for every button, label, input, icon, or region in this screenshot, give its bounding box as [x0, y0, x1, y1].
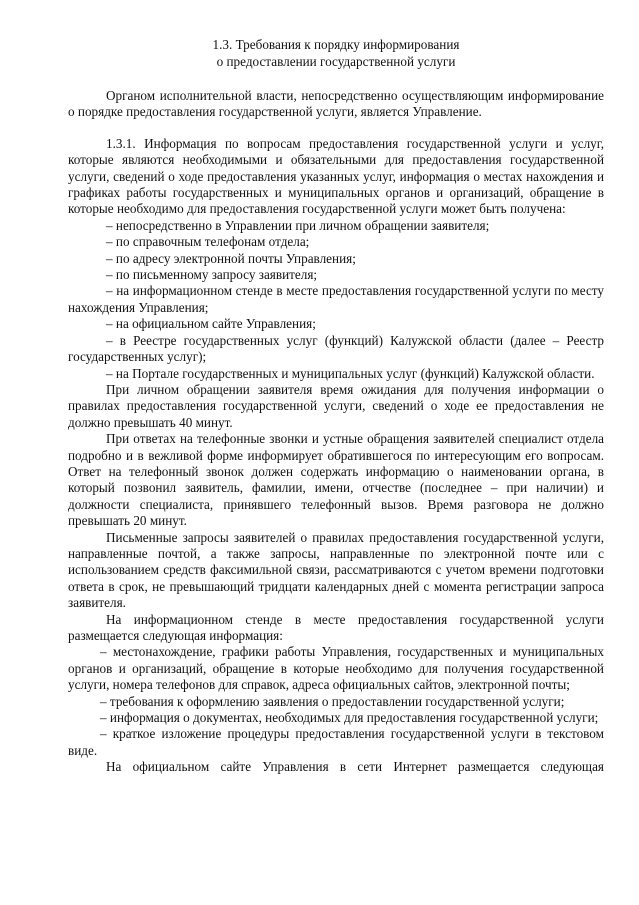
paragraph-personal-visit: При личном обращении заявителя время ожидания для получения информации о правилах предоставления государственной услуги, сведений о ходе ее предоставления не должно превышать 40 минут. — [68, 381, 604, 430]
list-item: – по письменному запросу заявителя; — [106, 267, 318, 283]
list-item: – по справочным телефонам отдела; — [106, 234, 310, 250]
section-heading — [68, 36, 604, 70]
paragraph-phone: При ответах на телефонные звонки и устные обращения заявителей специалист отдела подробно и в вежливой форме информирует обратившегося по интересующим его вопросам. Ответ на телефонный звонок должен содержать информацию о наименовании органа, в который позвонил заявитель, фамилии, имени, отчестве (последнее – при наличии) и должности специалиста, принявшего телефонный вызов. Время разговора не должно превышать 20 минут. — [68, 431, 604, 529]
paragraph-written: Письменные запросы заявителей о правилах предоставления государственной услуги, направленные почтой, а также запросы, направленные по электронной почте или с использованием средств факсимильной связи, рассматриваются с учетом времени подготовки ответа в срок, не превышающий тридцати календарных дней с момента регистрации запроса заявителя. — [68, 529, 604, 611]
list-item: – требования к оформлению заявления о предоставлении государственной услуги; — [100, 693, 565, 709]
list-item: – на информационном стенде в месте предоставления государственной услуги по месту нахождения Управления; — [68, 283, 604, 315]
list-item: – местонахождение, графики работы Управления, государственных и муниципальных органов и организаций, обращение в которые необходимо для получения государственной услуги, номера телефонов для справок, адреса официальных сайтов, электронной почты; — [68, 644, 604, 693]
list-item: – по адресу электронной почты Управления; — [106, 250, 356, 266]
list-item: – на официальном сайте Управления; — [106, 316, 316, 332]
list-item: – информация о документах, необходимых для предоставления государственной услуги; — [100, 710, 599, 726]
document-page — [68, 36, 604, 776]
paragraph-stand: На информационном стенде в месте предоставления государственной услуги размещается следующая информация: — [68, 611, 604, 643]
list-item: – в Реестре государственных услуг (функций) Калужской области (далее – Реестр государственных услуг); — [68, 332, 604, 365]
paragraph-site: На официальном сайте Управления в сети Интернет размещается следующая — [106, 759, 604, 775]
list-item: – краткое изложение процедуры предоставления государственной услуги в текстовом виде. — [68, 726, 604, 758]
heading-line-2: о предоставлении государственной услуги — [216, 54, 456, 69]
paragraph-1-3-1: 1.3.1. Информация по вопросам предоставления государственной услуги и услуг, которые являются необходимыми и обязательными для предоставления государственной услуги, сведений о ходе предоставления указанных услуг, информация о местах нахождения и графиках работы государственных и муниципальных органов и организаций, обращение в которые необходимо для предоставления государственной услуги может быть получена: — [68, 135, 604, 217]
heading-line-1: 1.3. Требования к порядку информирования — [212, 37, 460, 52]
list-item: – непосредственно в Управлении при личном обращении заявителя; — [106, 217, 490, 233]
paragraph-organ: Органом исполнительной власти, непосредственно осуществляющим информирование о порядке предоставления государственной услуги, является Управление. — [68, 88, 604, 120]
list-item: – на Портале государственных и муниципальных услуг (функций) Калужской области. — [106, 365, 595, 381]
